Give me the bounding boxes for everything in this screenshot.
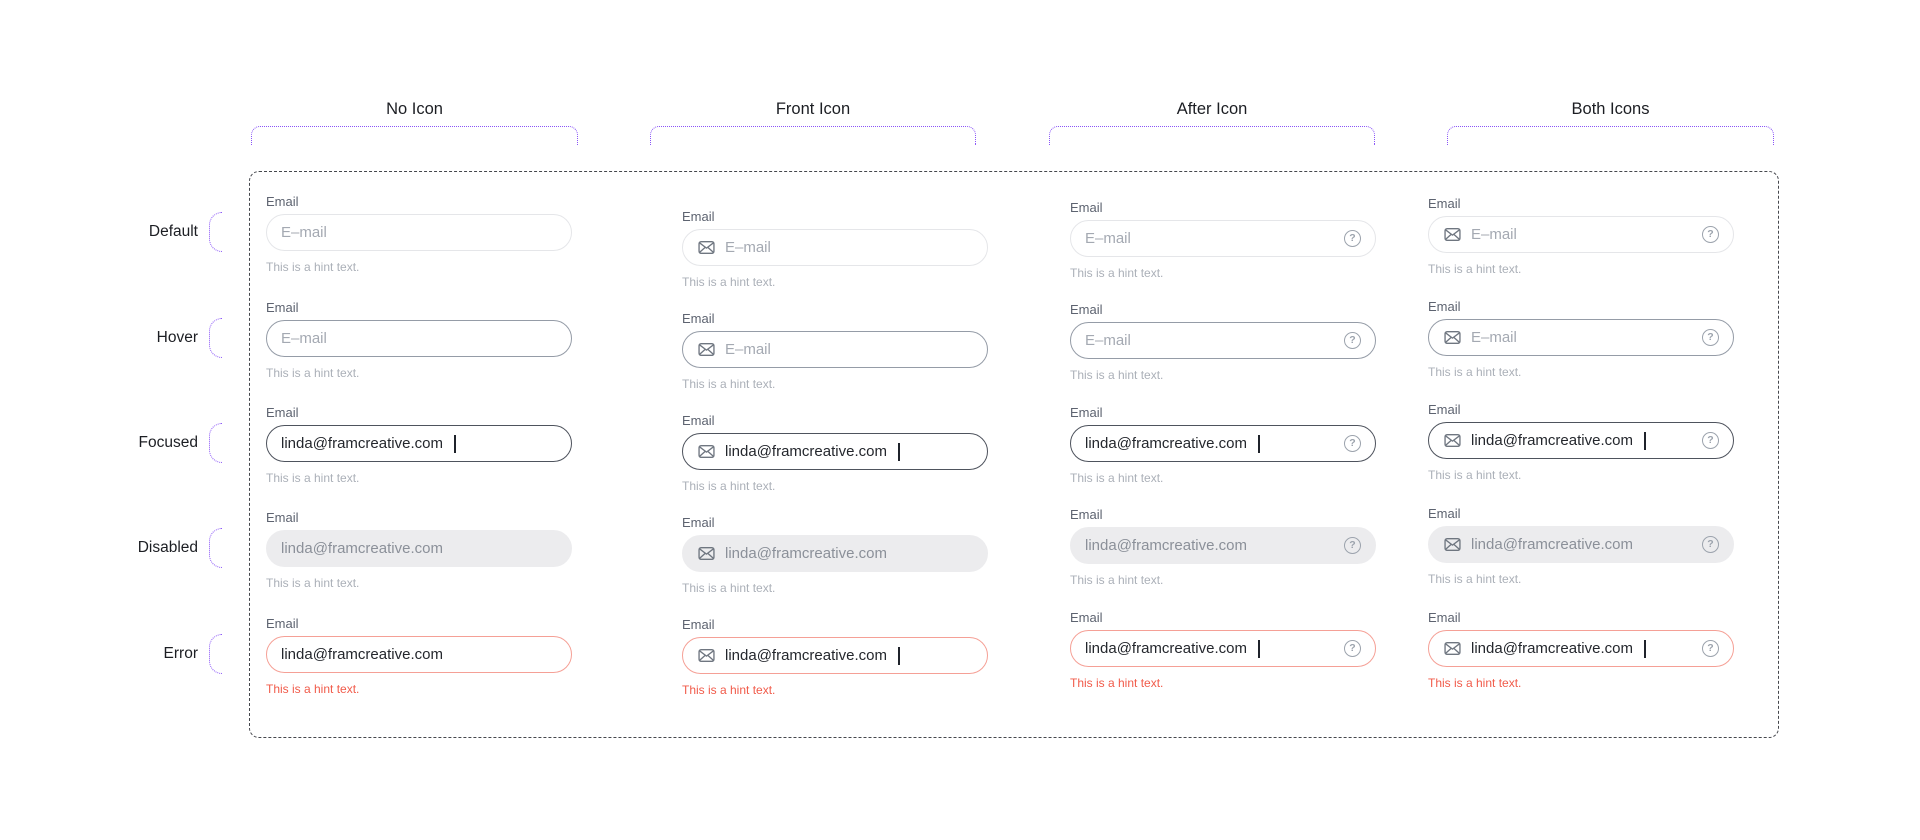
envelope-icon [697, 340, 716, 359]
envelope-icon [697, 646, 716, 665]
help-icon[interactable]: ? [1344, 640, 1361, 657]
hint-text: This is a hint text. [1428, 572, 1522, 586]
help-icon[interactable]: ? [1344, 332, 1361, 349]
email-input [682, 535, 988, 572]
email-input[interactable] [682, 637, 988, 674]
email-field-group [1070, 303, 1376, 382]
hint-text: This is a hint text. [1070, 266, 1164, 280]
input-value: E–mail [281, 224, 327, 241]
email-input[interactable] [1070, 425, 1376, 462]
input-value: linda@framcreative.com [281, 435, 443, 452]
input-value: linda@framcreative.com [281, 646, 443, 663]
input-value: linda@framcreative.com [725, 443, 887, 460]
email-input[interactable] [266, 636, 572, 673]
field-label: Email [266, 510, 299, 525]
field-label: Email [682, 413, 715, 428]
email-field-group [682, 516, 988, 595]
email-field-group [682, 210, 988, 289]
row-label-default: Default [148, 223, 198, 240]
input-value: linda@framcreative.com [1471, 640, 1633, 657]
row-bracket [209, 634, 222, 674]
column-bracket [251, 126, 578, 145]
email-input[interactable] [266, 214, 572, 251]
column-header-after-icon: After Icon [1176, 100, 1248, 118]
email-field-group [1428, 403, 1734, 482]
column-header-both-icons: Both Icons [1571, 100, 1650, 118]
hint-text: This is a hint text. [1428, 676, 1522, 690]
email-input[interactable] [266, 425, 572, 462]
row-bracket [209, 212, 222, 252]
text-cursor [898, 443, 900, 461]
field-label: Email [266, 300, 299, 315]
email-field-group [682, 312, 988, 391]
help-icon[interactable]: ? [1344, 435, 1361, 452]
row-bracket [209, 318, 222, 358]
field-label: Email [266, 405, 299, 420]
hint-text: This is a hint text. [1070, 573, 1164, 587]
hint-text: This is a hint text. [266, 366, 360, 380]
field-label: Email [1070, 610, 1103, 625]
hint-text: This is a hint text. [1428, 468, 1522, 482]
email-field-group [266, 511, 572, 590]
email-field-group [266, 301, 572, 380]
email-input[interactable] [1428, 319, 1734, 356]
column-bracket [1049, 126, 1375, 145]
envelope-icon [697, 442, 716, 461]
column-header-front-icon: Front Icon [775, 100, 851, 118]
hint-text: This is a hint text. [1070, 676, 1164, 690]
email-field-group [266, 617, 572, 696]
hint-text: This is a hint text. [1428, 262, 1522, 276]
email-input [1070, 527, 1376, 564]
email-input[interactable] [266, 320, 572, 357]
email-field-group [1070, 406, 1376, 485]
email-field-group [1070, 201, 1376, 280]
email-field-group [266, 406, 572, 485]
input-value: linda@framcreative.com [281, 540, 443, 557]
input-value: linda@framcreative.com [1085, 640, 1247, 657]
email-field-group [1070, 611, 1376, 690]
input-value: E–mail [725, 239, 771, 256]
field-label: Email [1070, 405, 1103, 420]
email-input[interactable] [682, 331, 988, 368]
field-label: Email [1428, 506, 1461, 521]
input-value: linda@framcreative.com [1471, 536, 1633, 553]
field-label: Email [682, 515, 715, 530]
email-input[interactable] [1070, 630, 1376, 667]
email-field-group [1428, 197, 1734, 276]
email-input [1428, 526, 1734, 563]
help-icon[interactable]: ? [1344, 230, 1361, 247]
help-icon[interactable]: ? [1702, 640, 1719, 657]
column-bracket [1447, 126, 1774, 145]
hint-text: This is a hint text. [682, 479, 776, 493]
email-field-group [1428, 300, 1734, 379]
email-input[interactable] [1428, 630, 1734, 667]
email-field-group [1070, 508, 1376, 587]
email-field-group [1428, 507, 1734, 586]
hint-text: This is a hint text. [266, 471, 360, 485]
input-value: E–mail [725, 341, 771, 358]
envelope-icon [1443, 431, 1462, 450]
hint-text: This is a hint text. [1070, 471, 1164, 485]
field-label: Email [1070, 302, 1103, 317]
email-field-group [682, 414, 988, 493]
field-label: Email [1428, 610, 1461, 625]
field-label: Email [1070, 200, 1103, 215]
email-input[interactable] [1070, 220, 1376, 257]
email-input [266, 530, 572, 567]
input-value: E–mail [1085, 332, 1131, 349]
field-label: Email [266, 194, 299, 209]
input-value: E–mail [1471, 329, 1517, 346]
input-value: linda@framcreative.com [725, 545, 887, 562]
row-bracket [209, 528, 222, 568]
text-cursor [1258, 640, 1260, 658]
text-cursor [1644, 640, 1646, 658]
help-icon[interactable]: ? [1702, 432, 1719, 449]
field-label: Email [682, 209, 715, 224]
help-icon[interactable]: ? [1702, 329, 1719, 346]
email-input[interactable] [1428, 216, 1734, 253]
input-value: linda@framcreative.com [1085, 435, 1247, 452]
envelope-icon [1443, 639, 1462, 658]
field-label: Email [1428, 402, 1461, 417]
column-bracket [650, 126, 976, 145]
row-label-error: Error [163, 645, 198, 662]
row-label-hover: Hover [156, 329, 198, 346]
input-value: linda@framcreative.com [1085, 537, 1247, 554]
hint-text: This is a hint text. [266, 576, 360, 590]
hint-text: This is a hint text. [682, 275, 776, 289]
email-input[interactable] [682, 229, 988, 266]
hint-text: This is a hint text. [682, 377, 776, 391]
envelope-icon [697, 544, 716, 563]
field-label: Email [682, 617, 715, 632]
hint-text: This is a hint text. [266, 682, 360, 696]
hint-text: This is a hint text. [682, 683, 776, 697]
field-label: Email [682, 311, 715, 326]
column-header-no-icon: No Icon [386, 100, 443, 118]
help-icon[interactable]: ? [1702, 226, 1719, 243]
envelope-icon [697, 238, 716, 257]
hint-text: This is a hint text. [1070, 368, 1164, 382]
input-value: linda@framcreative.com [1471, 432, 1633, 449]
row-label-focused: Focused [138, 434, 198, 451]
email-field-group [1428, 611, 1734, 690]
input-value: linda@framcreative.com [725, 647, 887, 664]
hint-text: This is a hint text. [266, 260, 360, 274]
envelope-icon [1443, 535, 1462, 554]
field-label: Email [1428, 299, 1461, 314]
input-value: E–mail [1471, 226, 1517, 243]
hint-text: This is a hint text. [1428, 365, 1522, 379]
row-bracket [209, 423, 222, 463]
hint-text: This is a hint text. [682, 581, 776, 595]
email-input[interactable] [1428, 422, 1734, 459]
field-label: Email [1070, 507, 1103, 522]
email-input[interactable] [1070, 322, 1376, 359]
input-value: E–mail [1085, 230, 1131, 247]
input-value: E–mail [281, 330, 327, 347]
text-cursor [898, 647, 900, 665]
email-field-group [682, 618, 988, 697]
row-label-disabled: Disabled [137, 539, 198, 556]
text-cursor [454, 435, 456, 453]
help-icon[interactable]: ? [1702, 536, 1719, 553]
envelope-icon [1443, 225, 1462, 244]
email-input[interactable] [682, 433, 988, 470]
help-icon[interactable]: ? [1344, 537, 1361, 554]
field-label: Email [266, 616, 299, 631]
envelope-icon [1443, 328, 1462, 347]
email-field-group [266, 195, 572, 274]
text-cursor [1258, 435, 1260, 453]
text-cursor [1644, 432, 1646, 450]
field-label: Email [1428, 196, 1461, 211]
